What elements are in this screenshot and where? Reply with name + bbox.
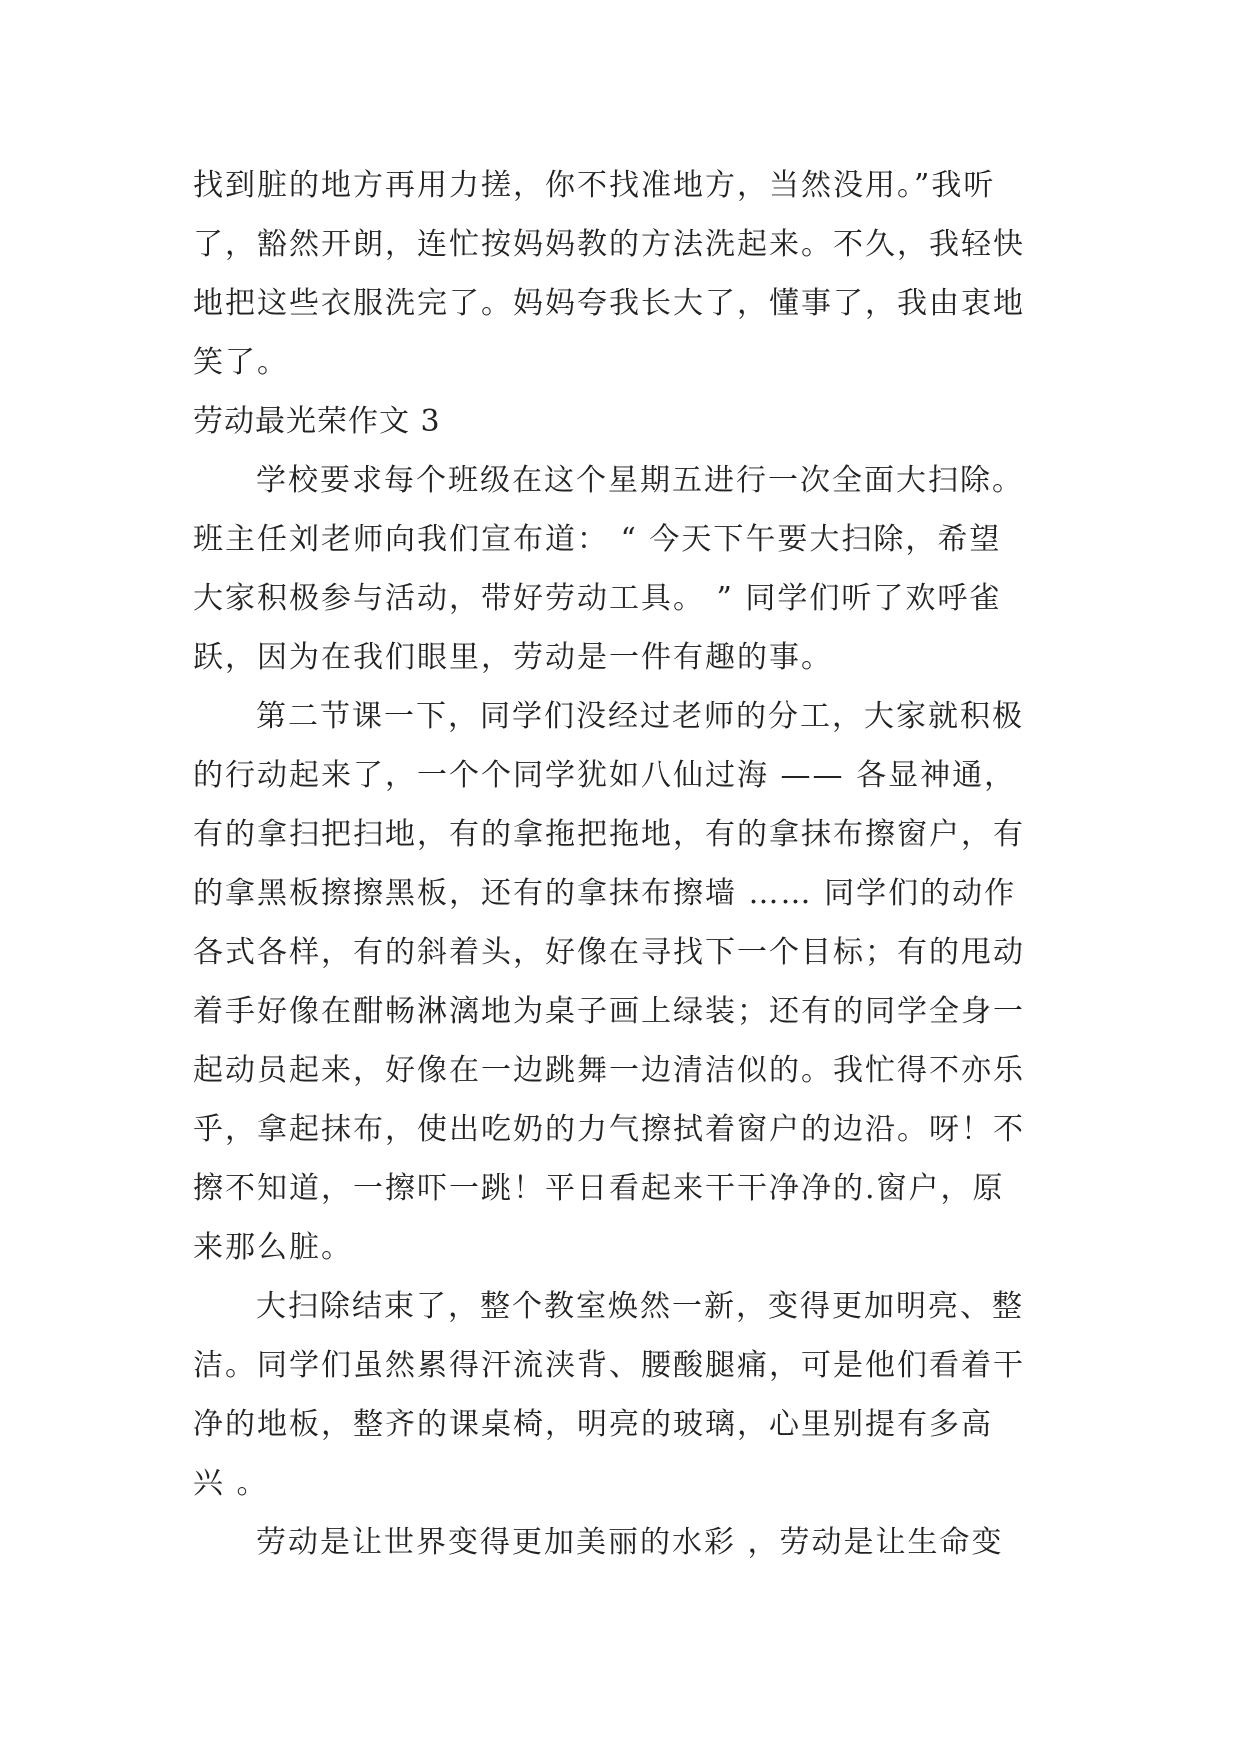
text-line: 的行动起来了，一个个同学犹如八仙过海 —— 各显神通，: [193, 758, 1017, 793]
text-line: 找到脏的地方再用力搓，你不找准地方，当然没用。”我听: [193, 168, 996, 203]
text-line: 大家积极参与活动，带好劳动工具。 ” 同学们听了欢呼雀: [193, 581, 1002, 616]
body-text: [193, 156, 1073, 1572]
paragraph-first-line: 劳动是让世界变得更加美丽的水彩 ，劳动是让生命变: [256, 1525, 1004, 1560]
text-line: 的拿黑板擦擦黑板，还有的拿抹布擦墙 …… 同学们的动作: [193, 876, 1017, 911]
section-heading: 劳动最光荣作文 3: [193, 404, 441, 439]
text-line: 笑了。: [193, 345, 289, 380]
text-line: 起动员起来，好像在一边跳舞一边清洁似的。我忙得不亦乐: [193, 1053, 1025, 1088]
text-line: 各式各样，有的斜着头，好像在寻找下一个目标；有的甩动: [193, 935, 1025, 970]
text-line: 洁。同学们虽然累得汗流浃背、腰酸腿痛，可是他们看着干: [193, 1348, 1025, 1383]
text-line: 跃，因为在我们眼里，劳动是一件有趣的事。: [193, 640, 833, 675]
paragraph-first-line: 大扫除结束了，整个教室焕然一新，变得更加明亮、整: [256, 1289, 1024, 1324]
paragraph-first-line: 第二节课一下，同学们没经过老师的分工，大家就积极: [256, 699, 1024, 734]
text-line: 擦不知道，一擦吓一跳！平日看起来干干净净的.窗户，原: [193, 1171, 1005, 1206]
text-line: 着手好像在酣畅淋漓地为桌子画上绿装；还有的同学全身一: [193, 994, 1025, 1029]
text-line: 了，豁然开朗，连忙按妈妈教的方法洗起来。不久，我轻快: [193, 227, 1025, 262]
text-line: 兴 。: [193, 1466, 269, 1501]
text-line: 来那么脏。: [193, 1230, 353, 1265]
text-line: 班主任刘老师向我们宣布道： “ 今天下午要大扫除，希望: [193, 522, 1002, 557]
paragraph-first-line: 学校要求每个班级在这个星期五进行一次全面大扫除。: [256, 463, 1024, 498]
text-line: 乎，拿起抹布，使出吃奶的力气擦拭着窗户的边沿。呀！不: [193, 1112, 1025, 1147]
text-line: 净的地板，整齐的课桌椅，明亮的玻璃，心里别提有多高: [193, 1407, 993, 1442]
text-line: 地把这些衣服洗完了。妈妈夸我长大了，懂事了，我由衷地: [193, 286, 1025, 321]
text-line: 有的拿扫把扫地，有的拿拖把拖地，有的拿抹布擦窗户，有: [193, 817, 1025, 852]
